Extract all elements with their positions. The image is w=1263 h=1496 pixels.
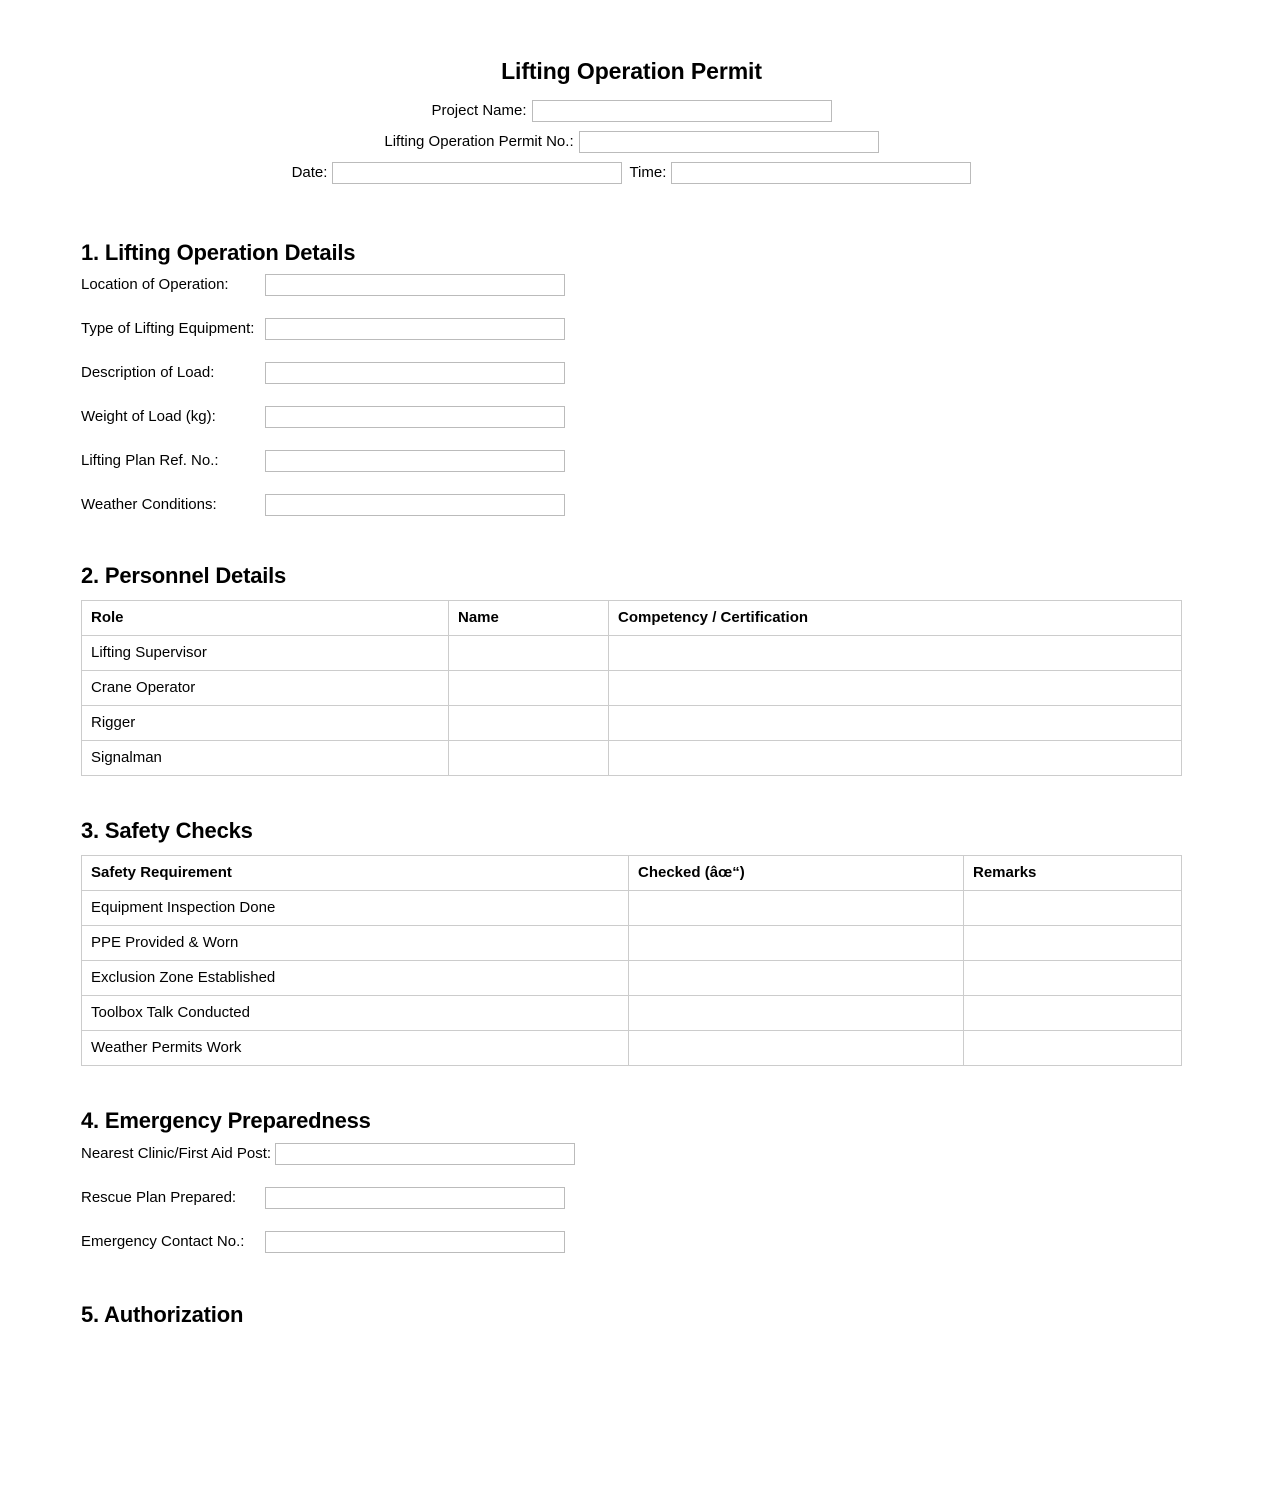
nearest-clinic-row bbox=[81, 1143, 1182, 1165]
type-of-lifting-equipment-label: Type of Lifting Equipment: bbox=[81, 320, 255, 338]
cell-checked[interactable] bbox=[629, 961, 964, 996]
cell-safety-requirement: Toolbox Talk Conducted bbox=[82, 996, 629, 1031]
column-header-competency: Competency / Certification bbox=[609, 601, 1182, 636]
type-of-lifting-equipment-row bbox=[81, 318, 1182, 340]
section-2-heading: 2. Personnel Details bbox=[81, 562, 287, 588]
emergency-preparedness-fields bbox=[81, 1143, 1182, 1253]
project-name-label: Project Name: bbox=[431, 102, 527, 120]
table-row bbox=[82, 636, 1182, 671]
nearest-clinic-input[interactable] bbox=[275, 1143, 575, 1165]
weather-conditions-label: Weather Conditions: bbox=[81, 496, 217, 514]
cell-checked[interactable] bbox=[629, 996, 964, 1031]
cell-competency[interactable] bbox=[609, 636, 1182, 671]
permit-header-fields bbox=[81, 100, 1182, 184]
weather-conditions-input[interactable] bbox=[265, 494, 565, 516]
cell-name[interactable] bbox=[449, 671, 609, 706]
weight-of-load-label: Weight of Load (kg): bbox=[81, 408, 216, 426]
cell-remarks[interactable] bbox=[964, 891, 1182, 926]
table-row bbox=[82, 926, 1182, 961]
cell-remarks[interactable] bbox=[964, 996, 1182, 1031]
weight-of-load-input[interactable] bbox=[265, 406, 565, 428]
cell-name[interactable] bbox=[449, 741, 609, 776]
cell-safety-requirement: PPE Provided & Worn bbox=[82, 926, 629, 961]
lifting-operation-details-fields bbox=[81, 274, 1182, 516]
page-title: Lifting Operation Permit bbox=[501, 58, 762, 84]
cell-remarks[interactable] bbox=[964, 961, 1182, 996]
cell-remarks[interactable] bbox=[964, 926, 1182, 961]
emergency-contact-no-input[interactable] bbox=[265, 1231, 565, 1253]
column-header-name: Name bbox=[449, 601, 609, 636]
table-row bbox=[82, 706, 1182, 741]
lifting-plan-ref-no-label: Lifting Plan Ref. No.: bbox=[81, 452, 219, 470]
permit-no-row bbox=[81, 131, 1182, 153]
rescue-plan-prepared-label: Rescue Plan Prepared: bbox=[81, 1189, 237, 1207]
table-header-row bbox=[82, 856, 1182, 891]
date-time-row bbox=[81, 162, 1182, 184]
personnel-details-table bbox=[81, 600, 1182, 776]
cell-role: Signalman bbox=[82, 741, 449, 776]
cell-competency[interactable] bbox=[609, 741, 1182, 776]
cell-checked[interactable] bbox=[629, 926, 964, 961]
time-label: Time: bbox=[629, 164, 667, 182]
location-of-operation-input[interactable] bbox=[265, 274, 565, 296]
description-of-load-label: Description of Load: bbox=[81, 364, 215, 382]
table-row bbox=[82, 996, 1182, 1031]
table-header-row bbox=[82, 601, 1182, 636]
cell-remarks[interactable] bbox=[964, 1031, 1182, 1066]
cell-checked[interactable] bbox=[629, 1031, 964, 1066]
cell-competency[interactable] bbox=[609, 671, 1182, 706]
column-header-checked: Checked (âœ“) bbox=[629, 856, 964, 891]
nearest-clinic-label: Nearest Clinic/First Aid Post: bbox=[81, 1145, 272, 1163]
project-name-row bbox=[81, 100, 1182, 122]
cell-safety-requirement: Equipment Inspection Done bbox=[82, 891, 629, 926]
cell-name[interactable] bbox=[449, 706, 609, 741]
location-of-operation-row bbox=[81, 274, 1182, 296]
column-header-remarks: Remarks bbox=[964, 856, 1182, 891]
column-header-safety-requirement: Safety Requirement bbox=[82, 856, 629, 891]
description-of-load-row bbox=[81, 362, 1182, 384]
location-of-operation-label: Location of Operation: bbox=[81, 276, 229, 294]
column-header-role: Role bbox=[82, 601, 449, 636]
emergency-contact-no-row bbox=[81, 1231, 1182, 1253]
cell-checked[interactable] bbox=[629, 891, 964, 926]
cell-name[interactable] bbox=[449, 636, 609, 671]
safety-checks-table bbox=[81, 855, 1182, 1066]
cell-role: Crane Operator bbox=[82, 671, 449, 706]
date-label: Date: bbox=[291, 164, 328, 182]
table-row bbox=[82, 891, 1182, 926]
lifting-plan-ref-no-input[interactable] bbox=[265, 450, 565, 472]
weight-of-load-row bbox=[81, 406, 1182, 428]
section-5-heading: 5. Authorization bbox=[81, 1301, 244, 1327]
section-4-heading: 4. Emergency Preparedness bbox=[81, 1108, 371, 1134]
cell-competency[interactable] bbox=[609, 706, 1182, 741]
table-row bbox=[82, 1031, 1182, 1066]
cell-role: Lifting Supervisor bbox=[82, 636, 449, 671]
rescue-plan-prepared-input[interactable] bbox=[265, 1187, 565, 1209]
cell-safety-requirement: Exclusion Zone Established bbox=[82, 961, 629, 996]
table-row bbox=[82, 961, 1182, 996]
project-name-input[interactable] bbox=[532, 100, 832, 122]
rescue-plan-prepared-row bbox=[81, 1187, 1182, 1209]
table-row bbox=[82, 671, 1182, 706]
weather-conditions-row bbox=[81, 494, 1182, 516]
lifting-plan-ref-no-row bbox=[81, 450, 1182, 472]
table-row bbox=[82, 741, 1182, 776]
date-input[interactable] bbox=[332, 162, 622, 184]
section-1-heading: 1. Lifting Operation Details bbox=[81, 239, 356, 265]
section-3-heading: 3. Safety Checks bbox=[81, 818, 253, 844]
emergency-contact-no-label: Emergency Contact No.: bbox=[81, 1233, 245, 1251]
cell-role: Rigger bbox=[82, 706, 449, 741]
type-of-lifting-equipment-input[interactable] bbox=[265, 318, 565, 340]
cell-safety-requirement: Weather Permits Work bbox=[82, 1031, 629, 1066]
description-of-load-input[interactable] bbox=[265, 362, 565, 384]
permit-no-input[interactable] bbox=[579, 131, 879, 153]
permit-no-label: Lifting Operation Permit No.: bbox=[384, 133, 574, 151]
time-input[interactable] bbox=[671, 162, 971, 184]
